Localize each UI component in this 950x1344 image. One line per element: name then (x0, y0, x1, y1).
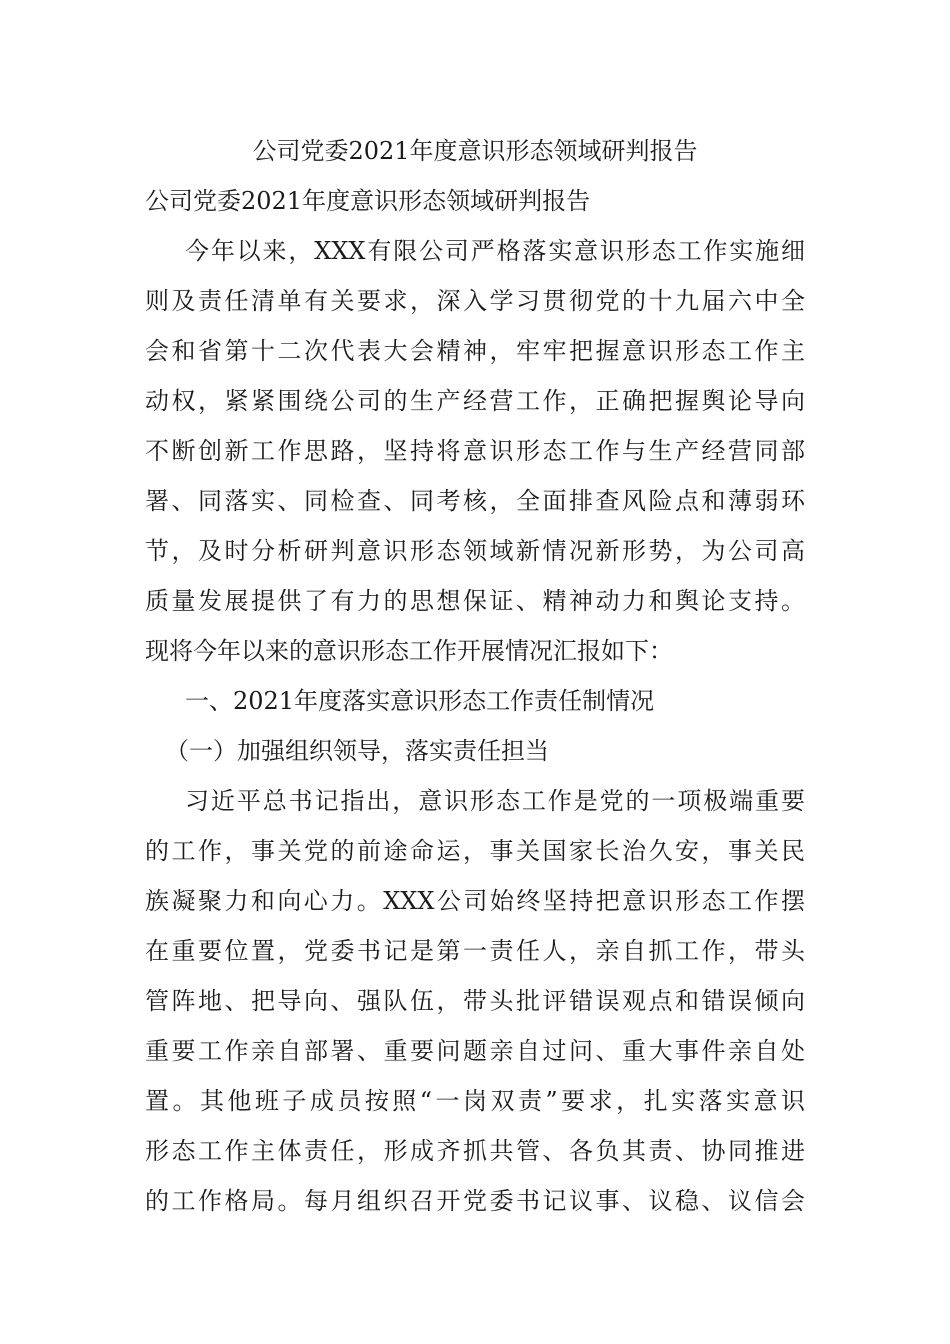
paragraph-line: 今年以来，XXX有限公司严格落实意识形态工作实施细 (185, 237, 805, 265)
paragraph-line: 形态工作主体责任，形成齐抓共管、各负其责、协同推进 (145, 1137, 805, 1165)
paragraph-line: 动权，紧紧围绕公司的生产经营工作，正确把握舆论导向 (145, 387, 805, 415)
paragraph-line: 的工作格局。每月组织召开党委书记议事、议稳、议信会 (145, 1187, 805, 1215)
paragraph-line: 会和省第十二次代表大会精神，牢牢把握意识形态工作主 (145, 337, 805, 365)
paragraph-line: 署、同落实、同检查、同考核，全面排查风险点和薄弱环 (145, 487, 805, 515)
paragraph-line: 节，及时分析研判意识形态领域新情况新形势，为公司高 (145, 537, 805, 565)
paragraph-line: 的工作，事关党的前途命运，事关国家长治久安，事关民 (145, 837, 805, 865)
paragraph-line: 管阵地、把导向、强队伍，带头批评错误观点和错误倾向 (145, 987, 805, 1015)
paragraph-line: 置。其他班子成员按照“一岗双责”要求，扎实落实意识 (145, 1087, 805, 1115)
paragraph-line: 则及责任清单有关要求，深入学习贯彻党的十九届六中全 (145, 287, 805, 315)
document-title: 公司党委2021年度意识形态领域研判报告 (252, 137, 698, 165)
subsection-heading: （一）加强组织领导，落实责任担当 (165, 737, 549, 765)
paragraph-line: 现将今年以来的意识形态工作开展情况汇报如下： (145, 637, 673, 665)
document-subtitle: 公司党委2021年度意识形态领域研判报告 (145, 187, 591, 215)
paragraph-line: 不断创新工作思路，坚持将意识形态工作与生产经营同部 (145, 437, 805, 465)
section-heading: 一、2021年度落实意识形态工作责任制情况 (185, 687, 655, 715)
paragraph-line: 在重要位置，党委书记是第一责任人，亲自抓工作，带头 (145, 937, 805, 965)
paragraph-line: 族凝聚力和向心力。XXX公司始终坚持把意识形态工作摆 (145, 887, 805, 915)
paragraph-line: 质量发展提供了有力的思想保证、精神动力和舆论支持。 (145, 587, 805, 615)
paragraph-line: 习近平总书记指出，意识形态工作是党的一项极端重要 (185, 787, 805, 815)
paragraph-line: 重要工作亲自部署、重要问题亲自过问、重大事件亲自处 (145, 1037, 805, 1065)
